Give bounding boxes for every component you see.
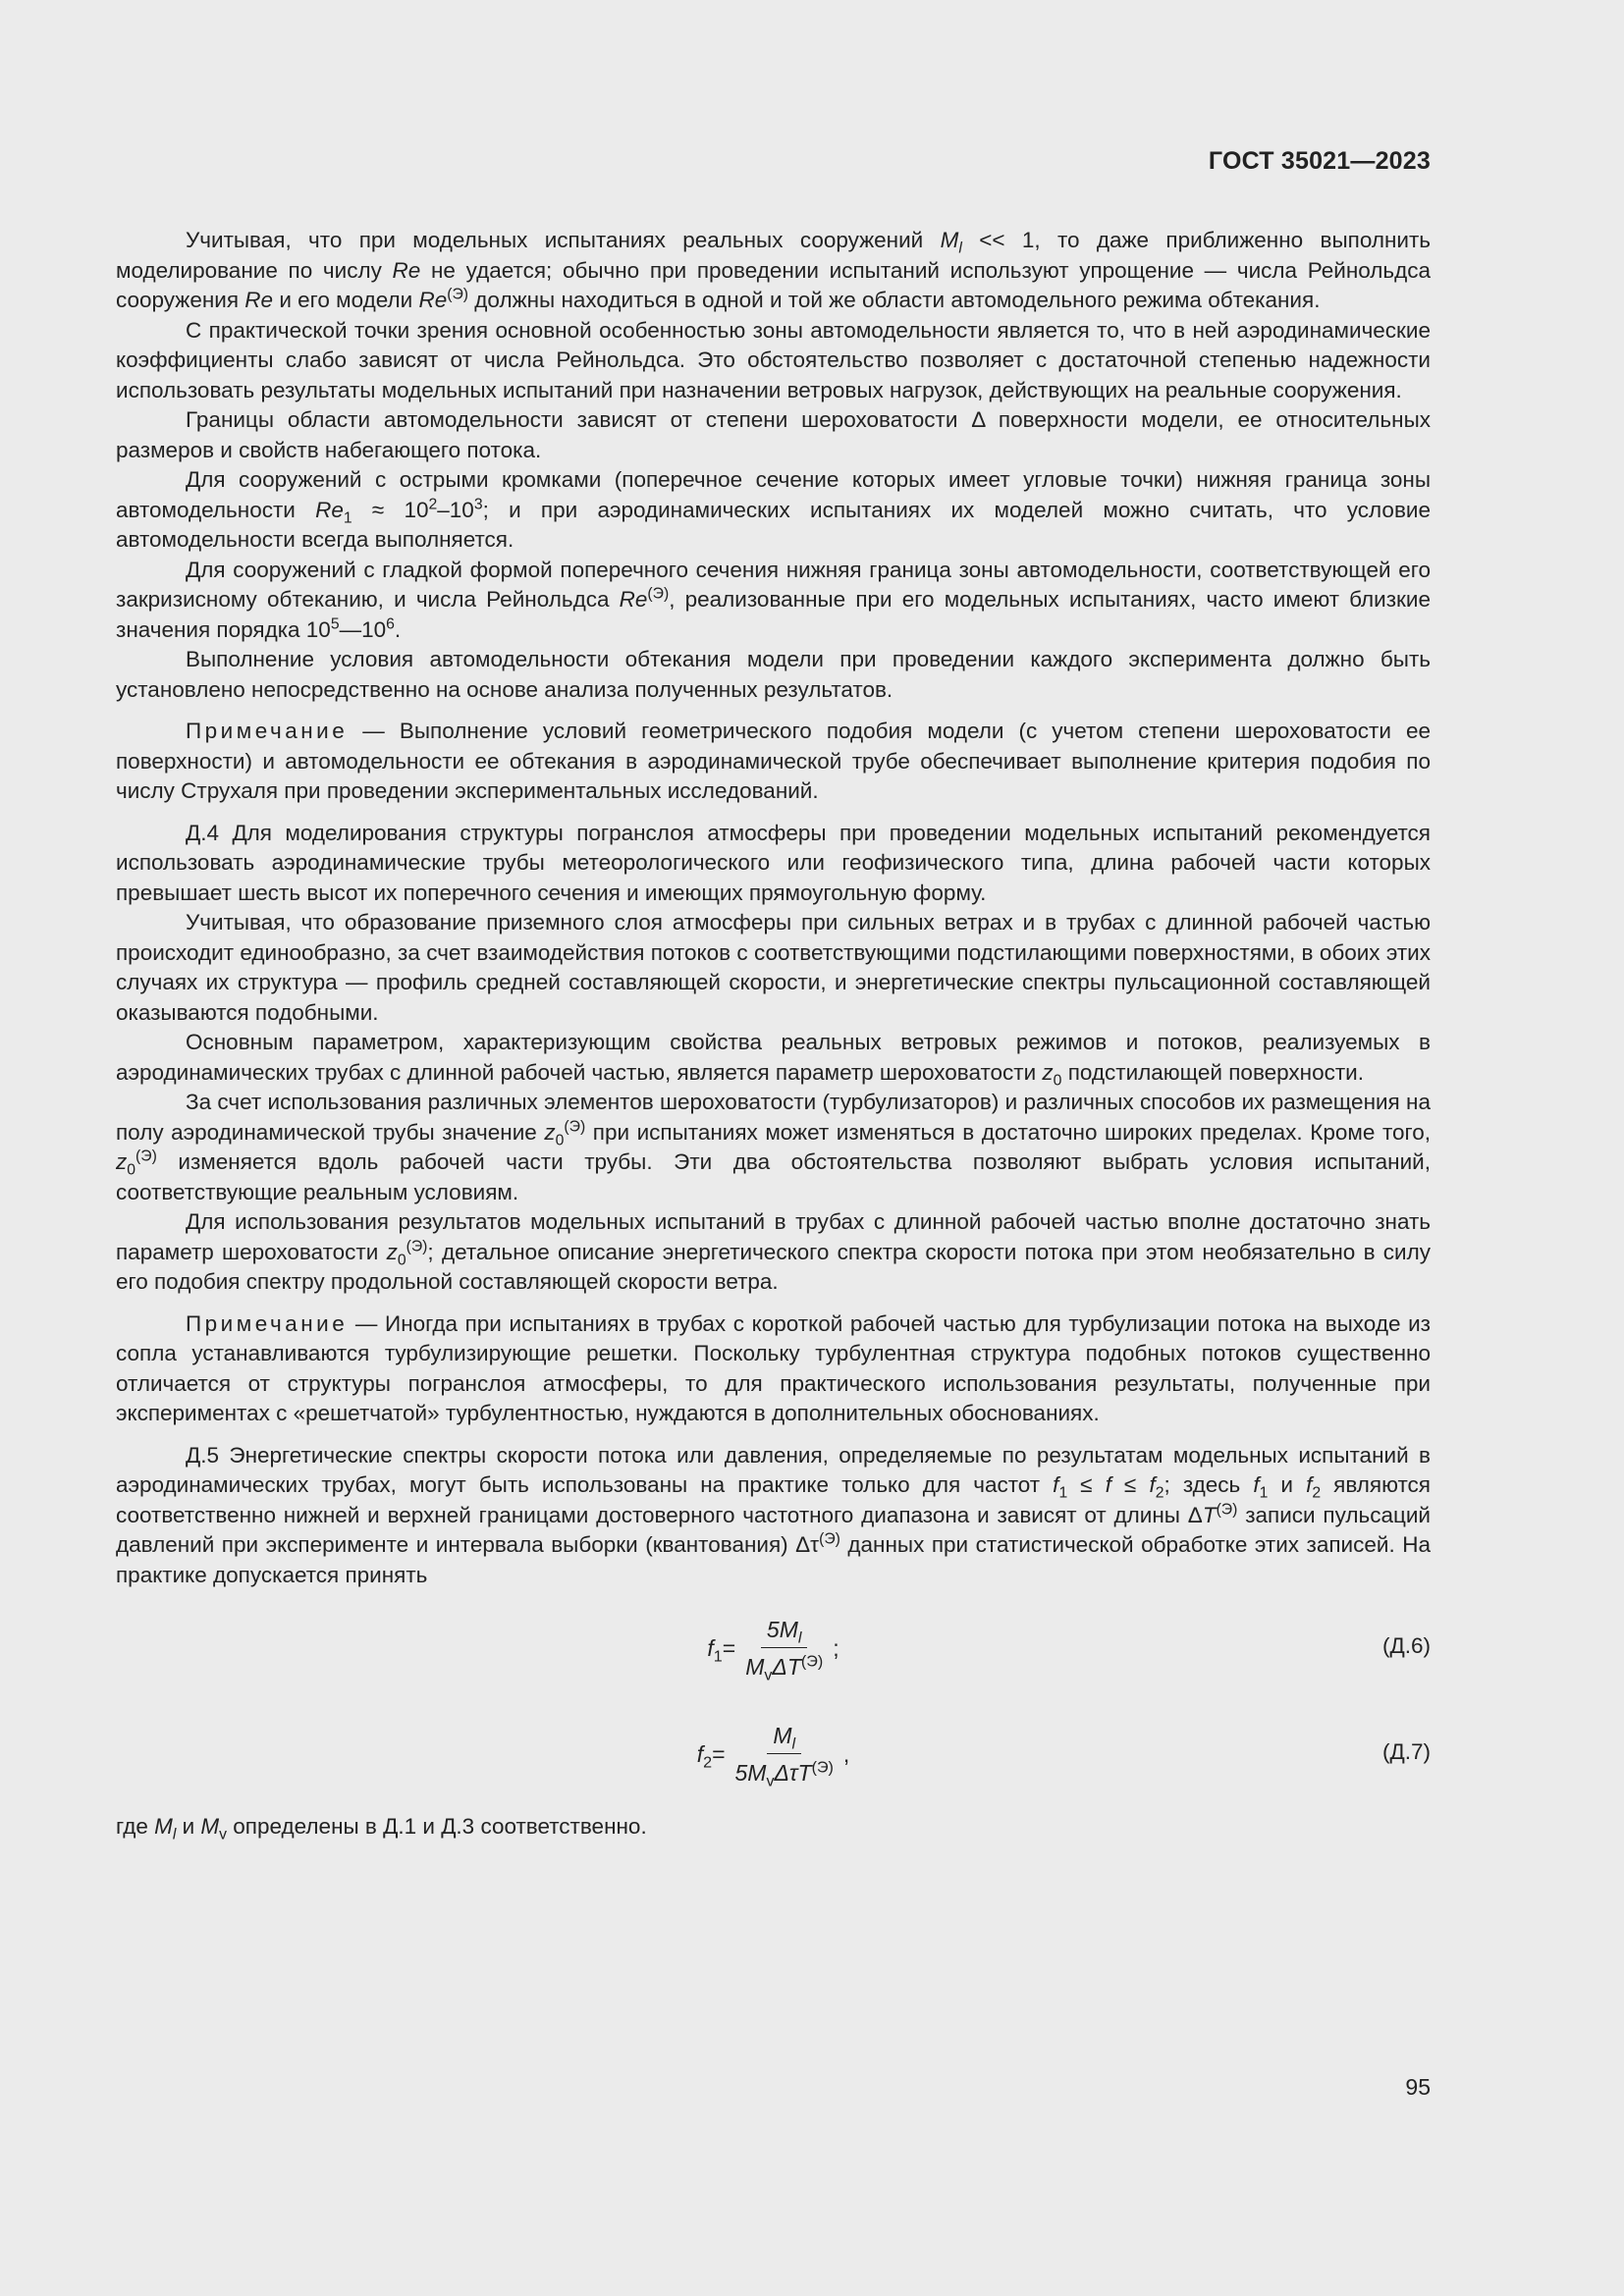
formula-d6: $f_1$ = $\frac{5M_l}{M_v\Delta T^{(Э)}}$ ; (Д.6) bbox=[707, 1617, 1431, 1684]
note-label: Примечание bbox=[186, 719, 349, 743]
equation-number: (Д.6) bbox=[1382, 1633, 1431, 1658]
paragraph: Для сооружений с гладкой формой поперечного сечения нижняя граница зоны автомодельности, соответствующей его закризисному обтеканию, и числа Рейнольдса $Re^{(Э)}$, реализованные при его модельных испытаниях, часто имеют близкие значения порядка $10^5—10^6$. bbox=[116, 557, 1431, 642]
document-body bbox=[116, 226, 1431, 1842]
note: Примечание — Иногда при испытаниях в трубах с короткой рабочей частью для турбулизации потока на выходе из сопла устанавливаются турбулизирующие решетки. Поскольку турбулентная структура подобных потоков существенно отличается от структуры погранслоя атмосферы, то для практического использования результаты, полученные при экспериментах с «решетчатой» турбулентностью, нуждаются в дополнительных обоснованиях. bbox=[116, 1310, 1431, 1425]
formula-d7: $f_2$ = $\frac{M_l}{5M_v\Delta\tau T^{(Э)}}$ , (Д.7) bbox=[696, 1723, 1431, 1790]
equation-number: (Д.7) bbox=[1382, 1739, 1431, 1764]
paragraph: Для использования результатов модельных испытаний в трубах с длинной рабочей частью вполне достаточно знать параметр шероховатости $z_0^{(Э)}$; детальное описание энергетического спектра скорости потока при этом необязательно в силу его подобия спектру продольной составляющей скорости ветра. bbox=[116, 1209, 1431, 1294]
page-number: 95 bbox=[1405, 2074, 1431, 2100]
paragraph: Основным параметром, характеризующим свойства реальных ветровых режимов и потоков, реализуемых в аэродинамических трубах с длинной рабочей частью, является параметр шероховатости $z_0$ подстилающей поверхности. bbox=[116, 1030, 1431, 1089]
paragraph: Выполнение условия автомодельности обтекания модели при проведении каждого эксперимента должно быть установлено непосредственно на основе анализа полученных результатов. bbox=[116, 647, 1431, 702]
paragraph: где $M_l$ и $M_v$ определены в Д.1 и Д.3 соответственно. bbox=[116, 1814, 647, 1843]
paragraph: Учитывая, что образование приземного слоя атмосферы при сильных ветрах и в трубах с длинной рабочей частью происходит единообразно, за счет взаимодействия потоков с соответствующими подстилающими поверхностями, в обоих этих случаях их структура — профиль средней составляющей скорости, и энергетические спектры пульсационной составляющей оказываются подобными. bbox=[116, 910, 1431, 1025]
note: Примечание — Выполнение условий геометрического подобия модели (с учетом степени шероховатости ее поверхности) и автомодельности ее обтекания в аэродинамической трубе обеспечивает выполнение критерия подобия по числу Струхаля при проведении экспериментальных исследований. bbox=[116, 719, 1431, 803]
clause-d5: Д.5 Энергетические спектры скорости потока или давления, определяемые по результатам модельных испытаний в аэродинамических трубах, могут быть использованы на практике только для частот $f_1 \le f \le f_2$; здесь $f_1$ и $f_2$ являются соответственно нижней и верхней границами достоверного частотного диапазона и зависят от длины $\Delta T^{(Э)}$ записи пульсаций давлений при эксперименте и интервала выборки (квантования) $\Delta\tau^{(Э)}$ данных при статистической обработке этих записей. На практике допускается принять bbox=[116, 1442, 1431, 1587]
paragraph: За счет использования различных элементов шероховатости (турбулизаторов) и различных способов их размещения на полу аэродинамической трубы значение $z_0^{(Э)}$ при испытаниях может изменяться в достаточно широких пределах. Кроме того, $z_0^{(Э)}$ изменяется вдоль рабочей части трубы. Эти два обстоятельства позволяют выбрать условия испытаний, соответствующие реальным условиям. bbox=[116, 1090, 1431, 1204]
paragraph: Для сооружений с острыми кромками (поперечное сечение которых имеет угловые точки) нижняя граница зоны автомодельности $Re_1 \approx 10^2-10^3$; и при аэродинамических испытаниях их моделей можно считать, что условие автомодельности всегда выполняется. bbox=[116, 467, 1431, 552]
paragraph: Границы области автомодельности зависят от степени шероховатости Δ поверхности модели, ее относительных размеров и свойств набегающего потока. bbox=[116, 407, 1431, 462]
document-header: ГОСТ 35021—2023 bbox=[1208, 147, 1431, 175]
fraction: $\frac{5M_l}{M_v\Delta T^{(Э)}}$ bbox=[745, 1617, 824, 1684]
fraction: $\frac{M_l}{5M_v\Delta\tau T^{(Э)}}$ bbox=[734, 1723, 834, 1790]
paragraph: Учитывая, что при модельных испытаниях реальных сооружений $M_l << 1$, то даже приближенно выполнить моделирование по числу Re не удается; обычно при проведении испытаний используют упрощение — числа Рейнольдса сооружения Re и его модели $Re^{(Э)}$ должны находиться в одной и той же области автомодельного режима обтекания. bbox=[116, 228, 1432, 312]
note-label: Примечание bbox=[186, 1310, 349, 1336]
paragraph: С практической точки зрения основной особенностью зоны автомодельности является то, что в ней аэродинамические коэффициенты слабо зависят от числа Рейнольдса. Это обстоятельство позволяет с достаточной степенью надежности использовать результаты модельных испытаний при назначении ветровых нагрузок, действующих на реальные сооружения. bbox=[116, 317, 1431, 402]
clause-d4: Д.4 Для моделирования структуры погранслоя атмосферы при проведении модельных испытаний рекомендуется использовать аэродинамические трубы метеорологического или геофизического типа, длина рабочей части которых превышает шесть высот их поперечного сечения и имеющих прямоугольную форму. bbox=[116, 820, 1431, 905]
